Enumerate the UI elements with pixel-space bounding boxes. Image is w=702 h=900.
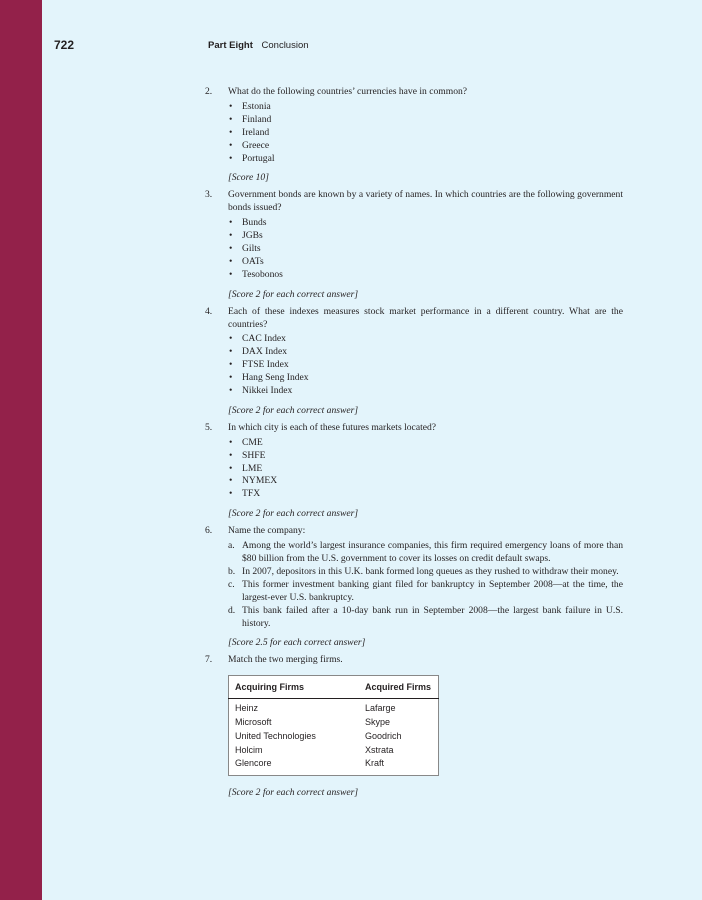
table-row: [229, 744, 439, 758]
bullet-list: [228, 101, 623, 166]
question-text: Name the company:: [228, 525, 306, 537]
table-header-row: [229, 676, 439, 699]
score-note: [Score 10]: [228, 172, 269, 184]
sub-question-list: [228, 540, 623, 630]
merging-firms-table: [228, 675, 439, 776]
score-note: [Score 2.5 for each correct answer]: [228, 637, 366, 649]
acquiring-firm: Microsoft: [235, 716, 272, 727]
table-row: [229, 757, 439, 775]
acquiring-firm: Holcim: [235, 744, 263, 755]
sub-question-letter: a.: [228, 540, 235, 552]
acquired-firm: Skype: [365, 716, 391, 727]
list-item: • Bunds: [228, 217, 623, 230]
acquired-firm: Goodrich: [365, 730, 402, 741]
list-item: • CME: [228, 437, 623, 450]
question-4: [205, 306, 623, 418]
sub-question: [228, 540, 623, 566]
bullet-list: [228, 437, 623, 502]
sub-question-letter: b.: [228, 565, 236, 577]
sub-question: [228, 579, 623, 605]
list-item: • CAC Index: [228, 333, 623, 346]
acquiring-firm: Glencore: [235, 758, 272, 769]
sub-question-text: Among the world’s largest insurance companies, this firm required emergency loans of more than $80 billion from the U.S. government to cover its losses on credit default swaps.: [242, 540, 623, 564]
sub-question-text: This former investment banking giant filed for bankruptcy in September 2008—at the time, the largest-ever U.S. bankruptcy.: [242, 578, 623, 603]
margin-strip: [0, 0, 42, 900]
sub-question: [228, 566, 623, 579]
list-item: • Tesobonos: [228, 269, 623, 282]
list-item: • Ireland: [228, 127, 623, 140]
list-item: • NYMEX: [228, 475, 623, 488]
question-6: [205, 525, 623, 650]
list-item: • Estonia: [228, 101, 623, 114]
sub-question-letter: d.: [228, 604, 236, 616]
score-note: [Score 2 for each correct answer]: [228, 787, 359, 799]
sub-question-letter: c.: [228, 578, 235, 590]
table-row: [229, 716, 439, 730]
acquiring-firm: Heinz: [235, 703, 259, 714]
list-item: • SHFE: [228, 450, 623, 463]
acquired-firm: Kraft: [365, 758, 385, 769]
list-item: • Gilts: [228, 243, 623, 256]
question-list: [205, 86, 623, 804]
acquiring-firm: United Technologies: [235, 730, 316, 741]
question-number: 7.: [205, 654, 213, 666]
question-text: Match the two merging firms.: [228, 654, 343, 666]
list-item: • Hang Seng Index: [228, 372, 623, 385]
question-7: [205, 654, 623, 800]
list-item: • Finland: [228, 114, 623, 127]
question-number: 4.: [205, 305, 213, 317]
sub-question-text: This bank failed after a 10-day bank run in September 2008—the largest bank failure in U.S. history.: [242, 604, 623, 629]
list-item: • Greece: [228, 140, 623, 153]
list-item: • Nikkei Index: [228, 385, 623, 398]
list-item: • OATs: [228, 256, 623, 269]
question-number: 5.: [205, 421, 213, 433]
question-3: [205, 189, 623, 301]
table-row: [229, 730, 439, 744]
score-note: [Score 2 for each correct answer]: [228, 508, 359, 520]
question-text: In which city is each of these futures markets located?: [228, 421, 437, 433]
table-row: [229, 699, 439, 716]
column-header-acquiring: Acquiring Firms: [229, 676, 360, 699]
chapter-title: Conclusion: [261, 40, 309, 51]
question-text: Each of these indexes measures stock market performance in a different country. What are the countries?: [228, 305, 623, 330]
sub-question-text: In 2007, depositors in this U.K. bank formed long queues as they rushed to withdraw their money.: [242, 565, 619, 577]
question-text: Government bonds are known by a variety of names. In which countries are the following government bonds issued?: [228, 189, 623, 214]
sub-question: [228, 605, 623, 631]
list-item: • JGBs: [228, 230, 623, 243]
list-item: • FTSE Index: [228, 359, 623, 372]
list-item: • LME: [228, 463, 623, 476]
list-item: • TFX: [228, 488, 623, 501]
list-item: • Portugal: [228, 153, 623, 166]
acquired-firm: Xstrata: [365, 744, 394, 755]
list-item: • DAX Index: [228, 346, 623, 359]
question-5: [205, 422, 623, 521]
bullet-list: [228, 217, 623, 282]
question-text: What do the following countries’ currencies have in common?: [228, 86, 468, 97]
bullet-list: [228, 333, 623, 398]
part-label: Part Eight: [208, 40, 253, 51]
question-number: 3.: [205, 189, 213, 201]
running-head: [208, 40, 309, 51]
acquired-firm: Lafarge: [365, 703, 396, 714]
question-number: 2.: [205, 86, 213, 97]
score-note: [Score 2 for each correct answer]: [228, 404, 359, 416]
score-note: [Score 2 for each correct answer]: [228, 288, 359, 300]
column-header-acquired: Acquired Firms: [359, 676, 439, 699]
page-number: 722: [54, 38, 75, 52]
question-2: [205, 86, 623, 185]
question-number: 6.: [205, 525, 213, 537]
